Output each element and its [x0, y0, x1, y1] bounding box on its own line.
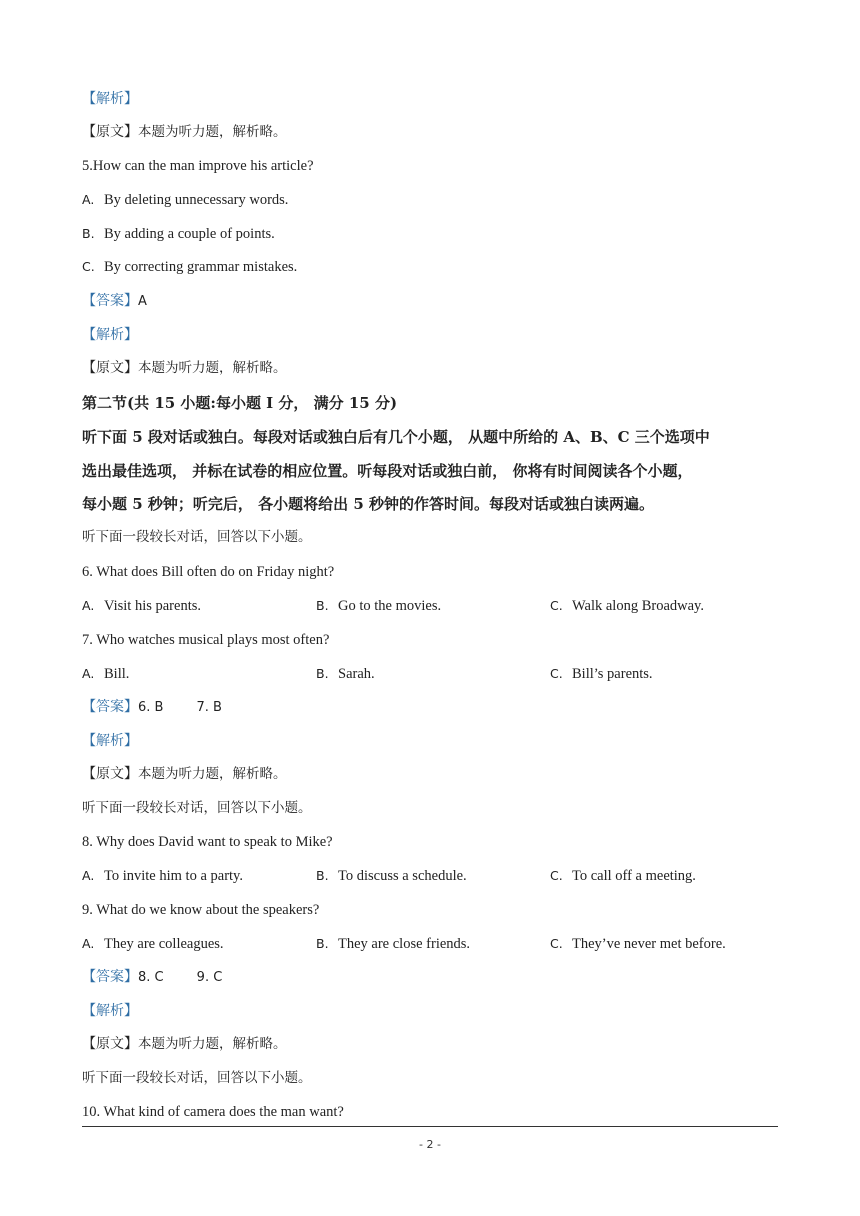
q6-option-c: C. Walk along Broadway. [550, 598, 704, 614]
analysis-label: 【解析】 [82, 1003, 138, 1019]
q5-answer: 【答案】A [82, 293, 147, 309]
q9-option-c: C. They’ve never met before. [550, 936, 726, 952]
analysis-label: 【解析】 [82, 91, 138, 107]
dialog-intro: 听下面一段较长对话，回答以下小题。 [82, 800, 312, 816]
q7-option-a: A. Bill. [82, 666, 130, 682]
q9-option-b: B. They are close friends. [316, 936, 471, 952]
analysis-label: 【解析】 [82, 733, 138, 749]
original-text-line: 【原文】本题为听力题，解析略。 [82, 124, 287, 140]
q7-option-b: B. Sarah. [316, 666, 375, 682]
q6-q7-answer: 【答案】6. B 7. B [82, 699, 222, 715]
question-7: 7. Who watches musical plays most often? [82, 632, 330, 648]
question-10: 10. What kind of camera does the man want? [82, 1104, 344, 1120]
dialog-intro: 听下面一段较长对话，回答以下小题。 [82, 1070, 312, 1086]
q8-option-b: B. To discuss a schedule. [316, 868, 467, 884]
q5-option-a: A. By deleting unnecessary words. [82, 192, 289, 208]
q8-option-a: A. To invite him to a party. [82, 868, 243, 884]
section-2-instruction-line-1: 听下面 5 段对话或独白。每段对话或独白后有几个小题， 从题中所给的 A、B、C 三个选项中 [82, 428, 710, 446]
dialog-intro: 听下面一段较长对话，回答以下小题。 [82, 529, 312, 545]
question-5: 5.How can the man improve his article? [82, 158, 314, 174]
q6-option-a: A. Visit his parents. [82, 598, 201, 614]
q8-option-c: C. To call off a meeting. [550, 868, 696, 884]
q5-option-c: C. By correcting grammar mistakes. [82, 259, 298, 275]
original-text-line: 【原文】本题为听力题，解析略。 [82, 766, 287, 782]
analysis-label: 【解析】 [82, 327, 138, 343]
q7-option-c: C. Bill’s parents. [550, 666, 653, 682]
section-2-instruction-line-3: 每小题 5 秒钟；听完后， 各小题将给出 5 秒钟的作答时间。每段对话或独白读两遍。 [82, 495, 654, 513]
original-text-line: 【原文】本题为听力题，解析略。 [82, 360, 287, 376]
section-2-title: 第二节(共 15 小题:每小题 I 分， 满分 15 分) [82, 394, 398, 412]
question-6: 6. What does Bill often do on Friday night? [82, 564, 335, 580]
q5-option-b: B. By adding a couple of points. [82, 226, 275, 242]
question-9: 9. What do we know about the speakers? [82, 902, 320, 918]
original-text-line: 【原文】本题为听力题，解析略。 [82, 1036, 287, 1052]
q6-option-b: B. Go to the movies. [316, 598, 442, 614]
question-8: 8. Why does David want to speak to Mike? [82, 834, 333, 850]
q8-q9-answer: 【答案】8. C 9. C [82, 969, 223, 985]
section-2-instruction-line-2: 选出最佳选项， 并标在试卷的相应位置。听每段对话或独白前， 你将有时间阅读各个小题， [82, 462, 693, 480]
q9-option-a: A. They are colleagues. [82, 936, 224, 952]
footer-divider [82, 1126, 778, 1127]
page-number: - 2 - [419, 1138, 441, 1151]
